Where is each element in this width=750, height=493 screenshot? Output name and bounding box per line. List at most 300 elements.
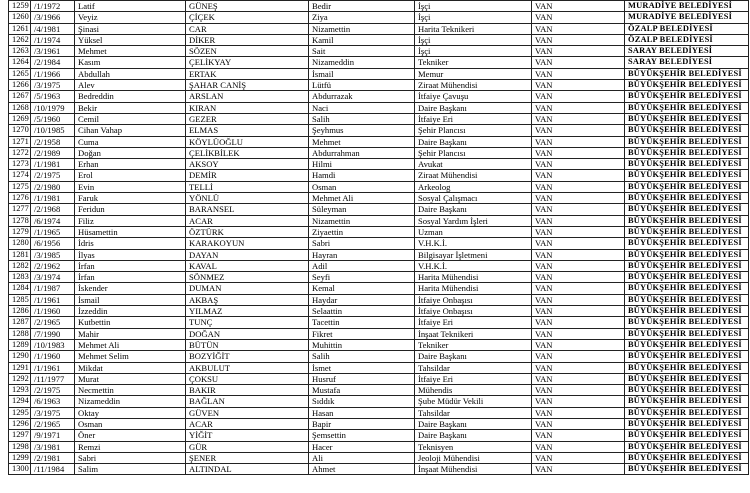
birth-date-cell: /7/1990 bbox=[31, 328, 75, 339]
row-number-cell: 1281 bbox=[9, 249, 31, 260]
row-number-cell: 1275 bbox=[9, 181, 31, 192]
table-row bbox=[9, 249, 749, 260]
table-row bbox=[9, 34, 749, 45]
institution-cell: BÜYÜKŞEHİR BELEDİYESİ bbox=[625, 215, 749, 226]
father-name-cell: Sait bbox=[309, 46, 415, 57]
table-row bbox=[9, 12, 749, 23]
title-cell: Tekniker bbox=[415, 57, 532, 68]
birth-date-cell: /3/1985 bbox=[31, 249, 75, 260]
birth-date-cell: /2/1958 bbox=[31, 136, 75, 147]
birth-date-cell: /2/1965 bbox=[31, 418, 75, 429]
birth-date-cell: /1/1960 bbox=[31, 351, 75, 362]
first-name-cell: Öner bbox=[75, 430, 186, 441]
city-cell: VAN bbox=[532, 1, 625, 12]
institution-cell: BÜYÜKŞEHİR BELEDİYESİ bbox=[625, 170, 749, 181]
row-number-cell: 1297 bbox=[9, 430, 31, 441]
city-cell: VAN bbox=[532, 328, 625, 339]
city-cell: VAN bbox=[532, 306, 625, 317]
first-name-cell: Cihan Vahap bbox=[75, 125, 186, 136]
father-name-cell: Selaattin bbox=[309, 306, 415, 317]
row-number-cell: 1289 bbox=[9, 339, 31, 350]
institution-cell: BÜYÜKŞEHİR BELEDİYESİ bbox=[625, 226, 749, 237]
row-number-cell: 1273 bbox=[9, 159, 31, 170]
birth-date-cell: /10/1979 bbox=[31, 102, 75, 113]
table-row bbox=[9, 283, 749, 294]
institution-cell: BÜYÜKŞEHİR BELEDİYESİ bbox=[625, 113, 749, 124]
father-name-cell: Ahmet bbox=[309, 464, 415, 475]
city-cell: VAN bbox=[532, 464, 625, 475]
title-cell: İnşaat Mühendisi bbox=[415, 464, 532, 475]
father-name-cell: Ali bbox=[309, 452, 415, 463]
birth-date-cell: /1/1987 bbox=[31, 283, 75, 294]
title-cell: Şehir Plancısı bbox=[415, 125, 532, 136]
first-name-cell: Evin bbox=[75, 181, 186, 192]
father-name-cell: Tacettin bbox=[309, 317, 415, 328]
table-row bbox=[9, 136, 749, 147]
institution-cell: BÜYÜKŞEHİR BELEDİYESİ bbox=[625, 452, 749, 463]
row-number-cell: 1259 bbox=[9, 1, 31, 12]
city-cell: VAN bbox=[532, 238, 625, 249]
title-cell: Jeoloji Mühendisi bbox=[415, 452, 532, 463]
father-name-cell: Şeyhmus bbox=[309, 125, 415, 136]
row-number-cell: 1268 bbox=[9, 102, 31, 113]
birth-date-cell: /5/1963 bbox=[31, 91, 75, 102]
birth-date-cell: /1/1960 bbox=[31, 306, 75, 317]
city-cell: VAN bbox=[532, 34, 625, 45]
title-cell: Daire Başkanı bbox=[415, 430, 532, 441]
table-body bbox=[9, 1, 749, 475]
city-cell: VAN bbox=[532, 147, 625, 158]
institution-cell: BÜYÜKŞEHİR BELEDİYESİ bbox=[625, 68, 749, 79]
institution-cell: MURADİYE BELEDİYESİ bbox=[625, 12, 749, 23]
surname-cell: AKBULUT bbox=[186, 362, 309, 373]
surname-cell: ARSLAN bbox=[186, 91, 309, 102]
first-name-cell: Mehmet bbox=[75, 46, 186, 57]
first-name-cell: Yüksel bbox=[75, 34, 186, 45]
city-cell: VAN bbox=[532, 57, 625, 68]
row-number-cell: 1266 bbox=[9, 80, 31, 91]
surname-cell: ÇOKSU bbox=[186, 373, 309, 384]
father-name-cell: Nizameddin bbox=[309, 57, 415, 68]
surname-cell: ŞENER bbox=[186, 452, 309, 463]
city-cell: VAN bbox=[532, 418, 625, 429]
first-name-cell: İsmail bbox=[75, 294, 186, 305]
surname-cell: ÇELİKYAY bbox=[186, 57, 309, 68]
surname-cell: ÖZTÜRK bbox=[186, 226, 309, 237]
first-name-cell: Cuma bbox=[75, 136, 186, 147]
institution-cell: BÜYÜKŞEHİR BELEDİYESİ bbox=[625, 294, 749, 305]
institution-cell: BÜYÜKŞEHİR BELEDİYESİ bbox=[625, 260, 749, 271]
first-name-cell: Alev bbox=[75, 80, 186, 91]
city-cell: VAN bbox=[532, 396, 625, 407]
first-name-cell: Necmettin bbox=[75, 385, 186, 396]
birth-date-cell: /2/1980 bbox=[31, 181, 75, 192]
row-number-cell: 1270 bbox=[9, 125, 31, 136]
birth-date-cell: /9/1971 bbox=[31, 430, 75, 441]
title-cell: İtfaiye Eri bbox=[415, 373, 532, 384]
father-name-cell: Adil bbox=[309, 260, 415, 271]
city-cell: VAN bbox=[532, 260, 625, 271]
institution-cell: BÜYÜKŞEHİR BELEDİYESİ bbox=[625, 306, 749, 317]
table-row bbox=[9, 317, 749, 328]
title-cell: Şube Müdür Vekili bbox=[415, 396, 532, 407]
table-row bbox=[9, 147, 749, 158]
surname-cell: KÖYLÜOĞLU bbox=[186, 136, 309, 147]
personnel-table bbox=[8, 0, 749, 475]
first-name-cell: Feridun bbox=[75, 204, 186, 215]
institution-cell: BÜYÜKŞEHİR BELEDİYESİ bbox=[625, 418, 749, 429]
surname-cell: ÇİÇEK bbox=[186, 12, 309, 23]
first-name-cell: Nizameddin bbox=[75, 396, 186, 407]
table-row bbox=[9, 452, 749, 463]
row-number-cell: 1261 bbox=[9, 23, 31, 34]
institution-cell: BÜYÜKŞEHİR BELEDİYESİ bbox=[625, 147, 749, 158]
institution-cell: ÖZALP BELEDİYESİ bbox=[625, 34, 749, 45]
surname-cell: DOĞAN bbox=[186, 328, 309, 339]
institution-cell: BÜYÜKŞEHİR BELEDİYESİ bbox=[625, 181, 749, 192]
surname-cell: KARAKOYUN bbox=[186, 238, 309, 249]
institution-cell: BÜYÜKŞEHİR BELEDİYESİ bbox=[625, 441, 749, 452]
birth-date-cell: /2/1968 bbox=[31, 204, 75, 215]
table-row bbox=[9, 204, 749, 215]
title-cell: Daire Başkanı bbox=[415, 351, 532, 362]
table-row bbox=[9, 226, 749, 237]
institution-cell: BÜYÜKŞEHİR BELEDİYESİ bbox=[625, 351, 749, 362]
row-number-cell: 1264 bbox=[9, 57, 31, 68]
father-name-cell: Osman bbox=[309, 181, 415, 192]
surname-cell: ALTINDAL bbox=[186, 464, 309, 475]
institution-cell: SARAY BELEDİYESİ bbox=[625, 46, 749, 57]
birth-date-cell: /6/1963 bbox=[31, 396, 75, 407]
row-number-cell: 1260 bbox=[9, 12, 31, 23]
first-name-cell: Osman bbox=[75, 418, 186, 429]
institution-cell: BÜYÜKŞEHİR BELEDİYESİ bbox=[625, 238, 749, 249]
father-name-cell: Mehmet bbox=[309, 136, 415, 147]
city-cell: VAN bbox=[532, 68, 625, 79]
surname-cell: YILMAZ bbox=[186, 306, 309, 317]
row-number-cell: 1284 bbox=[9, 283, 31, 294]
row-number-cell: 1285 bbox=[9, 294, 31, 305]
first-name-cell: Kasım bbox=[75, 57, 186, 68]
surname-cell: AKBAŞ bbox=[186, 294, 309, 305]
table-row bbox=[9, 91, 749, 102]
first-name-cell: Bedreddin bbox=[75, 91, 186, 102]
father-name-cell: Abdurrazak bbox=[309, 91, 415, 102]
birth-date-cell: /1/1965 bbox=[31, 226, 75, 237]
table-row bbox=[9, 1, 749, 12]
row-number-cell: 1300 bbox=[9, 464, 31, 475]
institution-cell: BÜYÜKŞEHİR BELEDİYESİ bbox=[625, 430, 749, 441]
table-row bbox=[9, 215, 749, 226]
city-cell: VAN bbox=[532, 181, 625, 192]
table-row bbox=[9, 385, 749, 396]
row-number-cell: 1263 bbox=[9, 46, 31, 57]
institution-cell: BÜYÜKŞEHİR BELEDİYESİ bbox=[625, 328, 749, 339]
table-row bbox=[9, 339, 749, 350]
surname-cell: DAYAN bbox=[186, 249, 309, 260]
surname-cell: TUNÇ bbox=[186, 317, 309, 328]
title-cell: V.H.K.İ. bbox=[415, 260, 532, 271]
row-number-cell: 1294 bbox=[9, 396, 31, 407]
city-cell: VAN bbox=[532, 339, 625, 350]
row-number-cell: 1287 bbox=[9, 317, 31, 328]
first-name-cell: Kutbettin bbox=[75, 317, 186, 328]
birth-date-cell: /1/1961 bbox=[31, 294, 75, 305]
first-name-cell: Hüsamettin bbox=[75, 226, 186, 237]
row-number-cell: 1291 bbox=[9, 362, 31, 373]
row-number-cell: 1269 bbox=[9, 113, 31, 124]
birth-date-cell: /4/1981 bbox=[31, 23, 75, 34]
title-cell: Harita Mühendisi bbox=[415, 272, 532, 283]
surname-cell: BOZYİĞİT bbox=[186, 351, 309, 362]
title-cell: Arkeolog bbox=[415, 181, 532, 192]
table-row bbox=[9, 238, 749, 249]
title-cell: Tekniker bbox=[415, 339, 532, 350]
father-name-cell: Hamdi bbox=[309, 170, 415, 181]
father-name-cell: Lütfü bbox=[309, 80, 415, 91]
birth-date-cell: /2/1975 bbox=[31, 385, 75, 396]
title-cell: İnşaat Teknikeri bbox=[415, 328, 532, 339]
birth-date-cell: /11/1977 bbox=[31, 373, 75, 384]
row-number-cell: 1277 bbox=[9, 204, 31, 215]
city-cell: VAN bbox=[532, 272, 625, 283]
father-name-cell: Hasan bbox=[309, 407, 415, 418]
birth-date-cell: /1/1974 bbox=[31, 34, 75, 45]
row-number-cell: 1299 bbox=[9, 452, 31, 463]
first-name-cell: İzzeddin bbox=[75, 306, 186, 317]
city-cell: VAN bbox=[532, 12, 625, 23]
title-cell: Mühendis bbox=[415, 385, 532, 396]
city-cell: VAN bbox=[532, 102, 625, 113]
title-cell: Teknisyen bbox=[415, 441, 532, 452]
row-number-cell: 1280 bbox=[9, 238, 31, 249]
birth-date-cell: /3/1966 bbox=[31, 12, 75, 23]
city-cell: VAN bbox=[532, 294, 625, 305]
table-row bbox=[9, 159, 749, 170]
title-cell: Ziraat Mühendisi bbox=[415, 170, 532, 181]
father-name-cell: Salih bbox=[309, 351, 415, 362]
row-number-cell: 1272 bbox=[9, 147, 31, 158]
institution-cell: BÜYÜKŞEHİR BELEDİYESİ bbox=[625, 91, 749, 102]
birth-date-cell: /2/1984 bbox=[31, 57, 75, 68]
surname-cell: YÖNLÜ bbox=[186, 193, 309, 204]
father-name-cell: Nizamettin bbox=[309, 23, 415, 34]
city-cell: VAN bbox=[532, 125, 625, 136]
father-name-cell: İsmet bbox=[309, 362, 415, 373]
surname-cell: GEZER bbox=[186, 113, 309, 124]
first-name-cell: İskender bbox=[75, 283, 186, 294]
table-row bbox=[9, 306, 749, 317]
table-row bbox=[9, 102, 749, 113]
institution-cell: BÜYÜKŞEHİR BELEDİYESİ bbox=[625, 464, 749, 475]
title-cell: İtfaiye Eri bbox=[415, 317, 532, 328]
surname-cell: DUMAN bbox=[186, 283, 309, 294]
surname-cell: SÖNMEZ bbox=[186, 272, 309, 283]
table-row bbox=[9, 170, 749, 181]
row-number-cell: 1293 bbox=[9, 385, 31, 396]
table-row bbox=[9, 362, 749, 373]
father-name-cell: Naci bbox=[309, 102, 415, 113]
institution-cell: BÜYÜKŞEHİR BELEDİYESİ bbox=[625, 317, 749, 328]
city-cell: VAN bbox=[532, 91, 625, 102]
table-row bbox=[9, 294, 749, 305]
first-name-cell: İdris bbox=[75, 238, 186, 249]
table-row bbox=[9, 328, 749, 339]
table-row bbox=[9, 430, 749, 441]
title-cell: Memur bbox=[415, 68, 532, 79]
row-number-cell: 1278 bbox=[9, 215, 31, 226]
city-cell: VAN bbox=[532, 385, 625, 396]
table-row bbox=[9, 396, 749, 407]
surname-cell: ACAR bbox=[186, 215, 309, 226]
first-name-cell: Oktay bbox=[75, 407, 186, 418]
father-name-cell: Abdurrahman bbox=[309, 147, 415, 158]
title-cell: İşçi bbox=[415, 34, 532, 45]
father-name-cell: Ziya bbox=[309, 12, 415, 23]
institution-cell: MURADİYE BELEDİYESİ bbox=[625, 1, 749, 12]
birth-date-cell: /1/1981 bbox=[31, 159, 75, 170]
birth-date-cell: /2/1965 bbox=[31, 317, 75, 328]
city-cell: VAN bbox=[532, 441, 625, 452]
city-cell: VAN bbox=[532, 23, 625, 34]
title-cell: Sosyal Yardım İşleri bbox=[415, 215, 532, 226]
surname-cell: AKSOY bbox=[186, 159, 309, 170]
city-cell: VAN bbox=[532, 249, 625, 260]
first-name-cell: Cemil bbox=[75, 113, 186, 124]
surname-cell: GÜVEN bbox=[186, 407, 309, 418]
birth-date-cell: /10/1983 bbox=[31, 339, 75, 350]
father-name-cell: Sabri bbox=[309, 238, 415, 249]
table-row bbox=[9, 373, 749, 384]
row-number-cell: 1286 bbox=[9, 306, 31, 317]
city-cell: VAN bbox=[532, 351, 625, 362]
surname-cell: DEMİR bbox=[186, 170, 309, 181]
surname-cell: BARANSEL bbox=[186, 204, 309, 215]
city-cell: VAN bbox=[532, 80, 625, 91]
title-cell: İşçi bbox=[415, 12, 532, 23]
title-cell: Daire Başkanı bbox=[415, 204, 532, 215]
title-cell: Daire Başkanı bbox=[415, 102, 532, 113]
title-cell: Avukat bbox=[415, 159, 532, 170]
title-cell: Sosyal Çalışmacı bbox=[415, 193, 532, 204]
surname-cell: ŞAHAR CANİŞ bbox=[186, 80, 309, 91]
surname-cell: DİKER bbox=[186, 34, 309, 45]
birth-date-cell: /6/1974 bbox=[31, 215, 75, 226]
father-name-cell: Haydar bbox=[309, 294, 415, 305]
row-number-cell: 1288 bbox=[9, 328, 31, 339]
birth-date-cell: /1/1981 bbox=[31, 193, 75, 204]
table-row bbox=[9, 46, 749, 57]
institution-cell: BÜYÜKŞEHİR BELEDİYESİ bbox=[625, 373, 749, 384]
father-name-cell: Fikret bbox=[309, 328, 415, 339]
city-cell: VAN bbox=[532, 113, 625, 124]
institution-cell: BÜYÜKŞEHİR BELEDİYESİ bbox=[625, 80, 749, 91]
father-name-cell: Nizamettin bbox=[309, 215, 415, 226]
first-name-cell: Sabri bbox=[75, 452, 186, 463]
first-name-cell: Mahir bbox=[75, 328, 186, 339]
father-name-cell: Mehmet Ali bbox=[309, 193, 415, 204]
row-number-cell: 1279 bbox=[9, 226, 31, 237]
surname-cell: YİĞİT bbox=[186, 430, 309, 441]
table-row bbox=[9, 68, 749, 79]
city-cell: VAN bbox=[532, 452, 625, 463]
row-number-cell: 1298 bbox=[9, 441, 31, 452]
table-row bbox=[9, 407, 749, 418]
title-cell: Tahsildar bbox=[415, 362, 532, 373]
row-number-cell: 1265 bbox=[9, 68, 31, 79]
institution-cell: BÜYÜKŞEHİR BELEDİYESİ bbox=[625, 249, 749, 260]
institution-cell: BÜYÜKŞEHİR BELEDİYESİ bbox=[625, 339, 749, 350]
city-cell: VAN bbox=[532, 430, 625, 441]
row-number-cell: 1262 bbox=[9, 34, 31, 45]
birth-date-cell: /1/1966 bbox=[31, 68, 75, 79]
father-name-cell: İsmail bbox=[309, 68, 415, 79]
surname-cell: ACAR bbox=[186, 418, 309, 429]
institution-cell: BÜYÜKŞEHİR BELEDİYESİ bbox=[625, 385, 749, 396]
city-cell: VAN bbox=[532, 362, 625, 373]
birth-date-cell: /2/1989 bbox=[31, 147, 75, 158]
institution-cell: BÜYÜKŞEHİR BELEDİYESİ bbox=[625, 136, 749, 147]
row-number-cell: 1271 bbox=[9, 136, 31, 147]
city-cell: VAN bbox=[532, 226, 625, 237]
table-row bbox=[9, 57, 749, 68]
table-row bbox=[9, 260, 749, 271]
birth-date-cell: /3/1974 bbox=[31, 272, 75, 283]
institution-cell: BÜYÜKŞEHİR BELEDİYESİ bbox=[625, 102, 749, 113]
surname-cell: SÖZEN bbox=[186, 46, 309, 57]
table-row bbox=[9, 23, 749, 34]
first-name-cell: Latif bbox=[75, 1, 186, 12]
row-number-cell: 1274 bbox=[9, 170, 31, 181]
surname-cell: GÜNEŞ bbox=[186, 1, 309, 12]
first-name-cell: Erol bbox=[75, 170, 186, 181]
father-name-cell: Salih bbox=[309, 113, 415, 124]
first-name-cell: Bekir bbox=[75, 102, 186, 113]
title-cell: İşçi bbox=[415, 1, 532, 12]
institution-cell: BÜYÜKŞEHİR BELEDİYESİ bbox=[625, 407, 749, 418]
table-row bbox=[9, 80, 749, 91]
title-cell: Ziraat Mühendisi bbox=[415, 80, 532, 91]
birth-date-cell: /3/1961 bbox=[31, 46, 75, 57]
surname-cell: BAKIR bbox=[186, 385, 309, 396]
surname-cell: GÜR bbox=[186, 441, 309, 452]
title-cell: İtfaiye Onbaşısı bbox=[415, 306, 532, 317]
city-cell: VAN bbox=[532, 373, 625, 384]
city-cell: VAN bbox=[532, 283, 625, 294]
father-name-cell: Hilmi bbox=[309, 159, 415, 170]
surname-cell: BAĞLAN bbox=[186, 396, 309, 407]
title-cell: İtfaiye Çavuşu bbox=[415, 91, 532, 102]
first-name-cell: İlyas bbox=[75, 249, 186, 260]
row-number-cell: 1283 bbox=[9, 272, 31, 283]
institution-cell: ÖZALP BELEDİYESİ bbox=[625, 23, 749, 34]
father-name-cell: Husruf bbox=[309, 373, 415, 384]
title-cell: Daire Başkanı bbox=[415, 136, 532, 147]
father-name-cell: Kemal bbox=[309, 283, 415, 294]
father-name-cell: Mustafa bbox=[309, 385, 415, 396]
institution-cell: BÜYÜKŞEHİR BELEDİYESİ bbox=[625, 159, 749, 170]
row-number-cell: 1290 bbox=[9, 351, 31, 362]
table-row bbox=[9, 113, 749, 124]
row-number-cell: 1267 bbox=[9, 91, 31, 102]
father-name-cell: Hayran bbox=[309, 249, 415, 260]
title-cell: Daire Başkanı bbox=[415, 418, 532, 429]
row-number-cell: 1295 bbox=[9, 407, 31, 418]
table-row bbox=[9, 351, 749, 362]
father-name-cell: Kamil bbox=[309, 34, 415, 45]
institution-cell: BÜYÜKŞEHİR BELEDİYESİ bbox=[625, 272, 749, 283]
first-name-cell: Faruk bbox=[75, 193, 186, 204]
